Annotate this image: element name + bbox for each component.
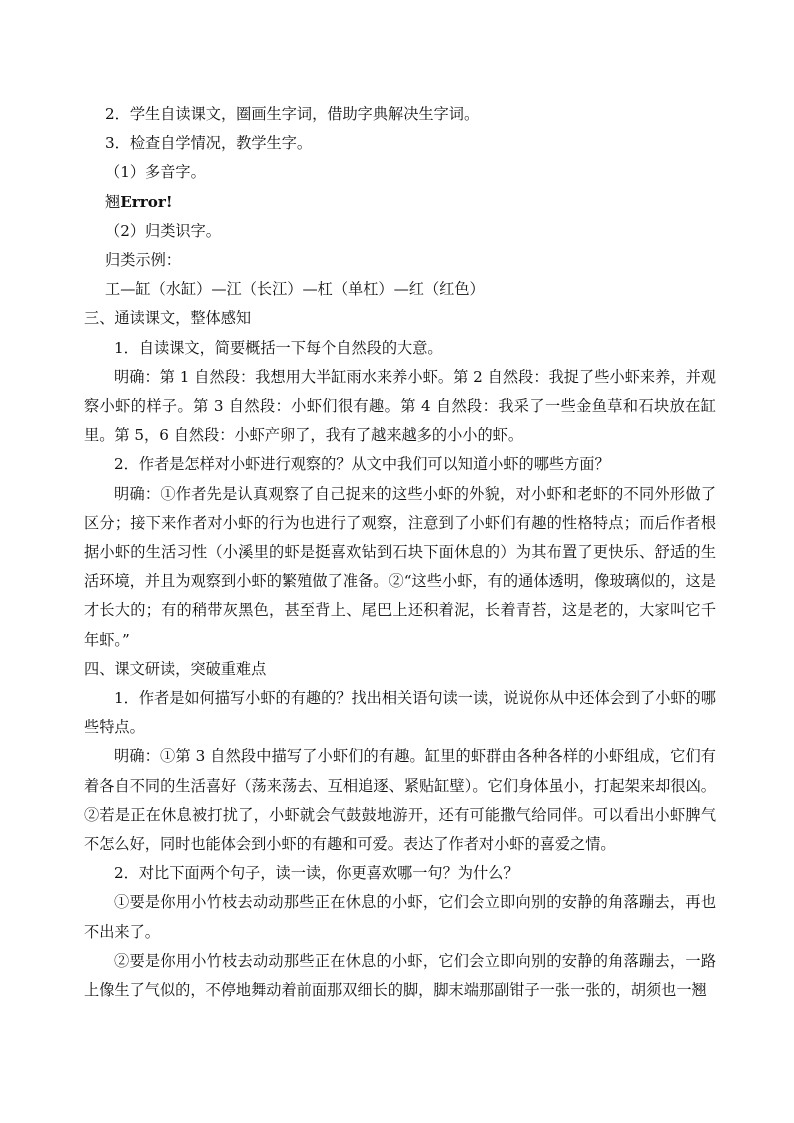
paragraph-14: 2．对比下面两个句子，读一读，你更喜欢哪一句？为什么？ — [114, 864, 519, 883]
paragraph-13: 明确：①第 3 自然段中描写了小虾们的有趣。缸里的虾群由各种各样的小虾组成，它们有着各自不同的生活喜好（荡来荡去、互相追逐、紧贴缸壁）。它们身体虽小，打起架来却很凶。②若是正在休息被打扰了，小虾就会气鼓鼓地游开，还有可能撒气给同伴。可以看出小虾脾气不怎么好，同时也能体会到小虾的有趣和可爱。表达了作者对小虾的喜爱之情。 — [84, 747, 716, 854]
document-body — [84, 100, 716, 1005]
paragraph-5: （2）归类识字。 — [105, 221, 221, 240]
paragraph-8: 1．自读课文，简要概括一下每个自然段的大意。 — [114, 338, 443, 357]
section-heading-3: 三、通读课文，整体感知 — [84, 309, 252, 328]
paragraph-10: 2．作者是怎样对小虾进行观察的？从文中我们可以知道小虾的哪些方面？ — [114, 455, 610, 474]
paragraph-1: 2．学生自读课文，圈画生字词，借助字典解决生字词。 — [105, 105, 480, 123]
paragraph-3: （1）多音字。 — [105, 163, 206, 182]
paragraph-11: 明确：①作者先是认真观察了自己捉来的这些小虾的外貌，对小虾和老虾的不同外形做了区分；接下来作者对小虾的行为也进行了观察，注意到了小虾们有趣的性格特点；而后作者根据小虾的生活习性（小溪里的虾是挺喜欢钻到石块下面休息的）为其布置了更快乐、舒适的生活环境，并且为观察到小虾的繁殖做了准备。②“这些小虾，有的通体透明，像玻璃似的，这是才长大的；有的稍带灰黑色，甚至背上、尾巴上还积着泥，长着青苔，这是老的，大家叫它千年虾。” — [84, 484, 716, 649]
paragraph-6: 归类示例： — [105, 251, 181, 270]
paragraph-15: ①要是你用小竹枝去动动那些正在休息的小虾，它们会立即向别的安静的角落蹦去，再也不出来了。 — [84, 893, 716, 941]
paragraph-16: ②要是你用小竹枝去动动那些正在休息的小虾，它们会立即向别的安静的角落蹦去，一路上像生了气似的，不停地舞动着前面那双细长的脚，脚末端那副钳子一张一张的，胡须也一翘 — [84, 951, 716, 1000]
paragraph-4 — [84, 188, 716, 217]
paragraph-9: 明确：第 1 自然段：我想用大半缸雨水来养小虾。第 2 自然段：我捉了些小虾来养，并观察小虾的样子。第 3 自然段：小虾们很有趣。第 4 自然段：我采了一些金鱼草和石块放在缸里。第 5，6 自然段：小虾产卵了，我有了越来越多的小小的虾。 — [84, 367, 716, 445]
paragraph-12: 1．作者是如何描写小虾的有趣的？找出相关语句读一读，说说你从中还体会到了小虾的哪些特点。 — [84, 689, 716, 737]
paragraph-7: 工—缸（水缸）—江（长江）—杠（单杠）—红（红色） — [105, 280, 485, 299]
paragraph-2: 3．检查自学情况，教学生字。 — [105, 134, 313, 153]
polyphone-char: 翘 — [105, 192, 121, 211]
error-field: Error! — [120, 192, 173, 211]
section-heading-4: 四、课文研读，突破重难点 — [84, 659, 267, 678]
